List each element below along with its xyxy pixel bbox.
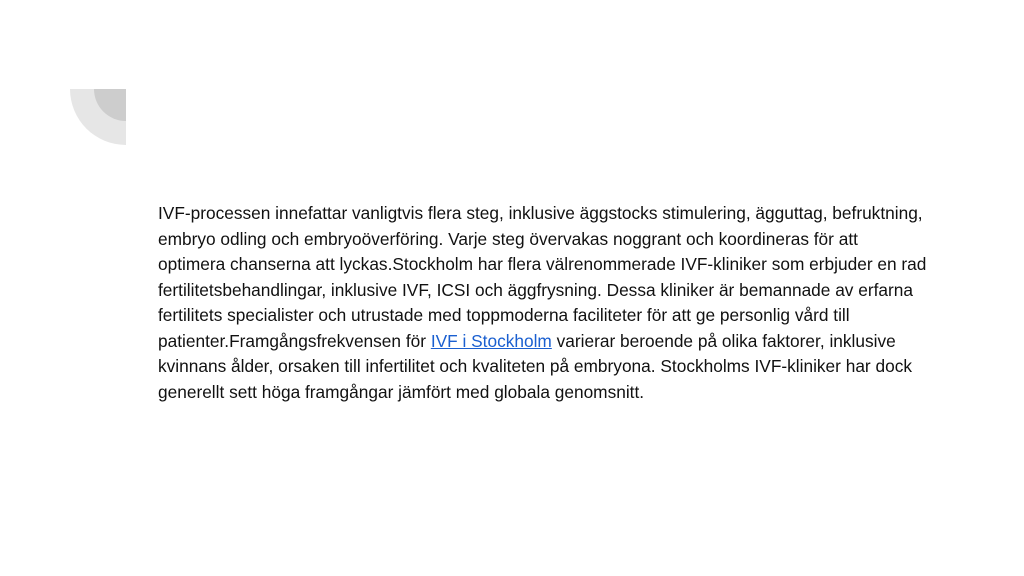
ivf-stockholm-link[interactable]: IVF i Stockholm — [430, 330, 552, 351]
paragraph-text-after-link: varierar beroende på olika faktorer, inklusive kvinnans ålder, orsaken till infertilitet och kvaliteten på embryona. Stockholms IVF-kliniker har dock generellt sett höga framgångar jämfört med globala genomsnitt. — [158, 330, 912, 402]
quarter-circle-shape — [70, 89, 126, 145]
body-paragraph — [158, 201, 928, 405]
decorative-quarter-circle — [70, 89, 126, 145]
paragraph-text-before-link: IVF-processen innefattar vanligtvis flera steg, inklusive äggstocks stimulering, ägguttag, befruktning, embryo odling och embryoöverföring. Varje steg övervakas noggrant och koordineras för att optimera chanserna att lyckas.Stockholm har flera välrenommerade IVF-kliniker som erbjuder en rad fertilitetsbehandlingar, inklusive IVF, ICSI och äggfrysning. Dessa kliniker är bemannade av erfarna fertilitets specialister och utrustade med toppmoderna faciliteter för att ge personlig vård till patienter.Framgångsfrekvensen för — [158, 203, 927, 351]
